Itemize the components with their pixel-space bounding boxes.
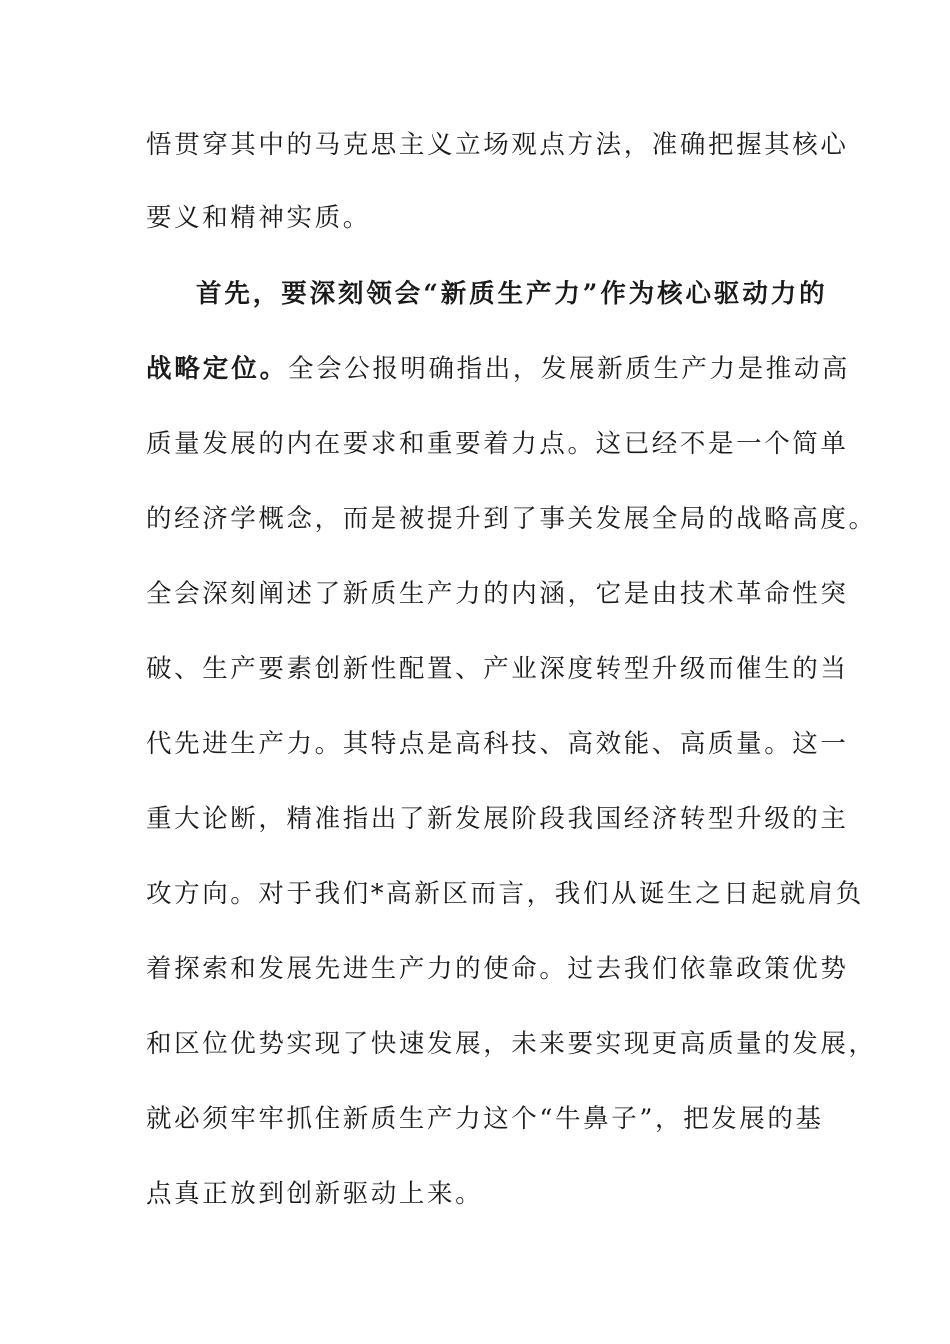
paragraph-2-line-4: 的经济学概念，而是被提升到了事关发展全局的战略高度。 xyxy=(146,504,877,534)
paragraph-2-line-6: 破、生产要素创新性配置、产业深度转型升级而催生的当 xyxy=(146,654,849,684)
paragraph-2-line-2-text: 全会公报明确指出，发展新质生产力是推动高 xyxy=(288,354,851,384)
paragraph-2-heading-line-2: 战略定位。 xyxy=(146,354,289,384)
paragraph-2-line-7: 代先进生产力。其特点是高科技、高效能、高质量。这一 xyxy=(146,729,849,759)
paragraph-2-line-3: 质量发展的内在要求和重要着力点。这已经不是一个简单 xyxy=(146,429,849,459)
paragraph-2-line-10: 着探索和发展先进生产力的使命。过去我们依靠政策优势 xyxy=(146,954,849,984)
paragraph-1-line-1: 悟贯穿其中的马克思主义立场观点方法，准确把握其核心 xyxy=(146,130,849,160)
paragraph-2-line-5: 全会深刻阐述了新质生产力的内涵，它是由技术革命性突 xyxy=(146,579,849,609)
paragraph-2-heading-line-1: 首先，要深刻领会“新质生产力”作为核心驱动力的 xyxy=(196,279,828,309)
paragraph-2-line-8: 重大论断，精准指出了新发展阶段我国经济转型升级的主 xyxy=(146,804,849,834)
paragraph-1-line-2: 要义和精神实质。 xyxy=(146,203,371,233)
paragraph-2-line-9: 攻方向。对于我们*高新区而言，我们从诞生之日起就肩负 xyxy=(146,879,864,909)
paragraph-2-line-12: 就必须牢牢抓住新质生产力这个“牛鼻子”，把发展的基 xyxy=(146,1104,824,1134)
paragraph-2-line-13: 点真正放到创新驱动上来。 xyxy=(146,1179,484,1209)
paragraph-2-line-11: 和区位优势实现了快速发展，未来要实现更高质量的发展， xyxy=(146,1029,877,1059)
paragraph-2-line-2 xyxy=(146,352,851,386)
